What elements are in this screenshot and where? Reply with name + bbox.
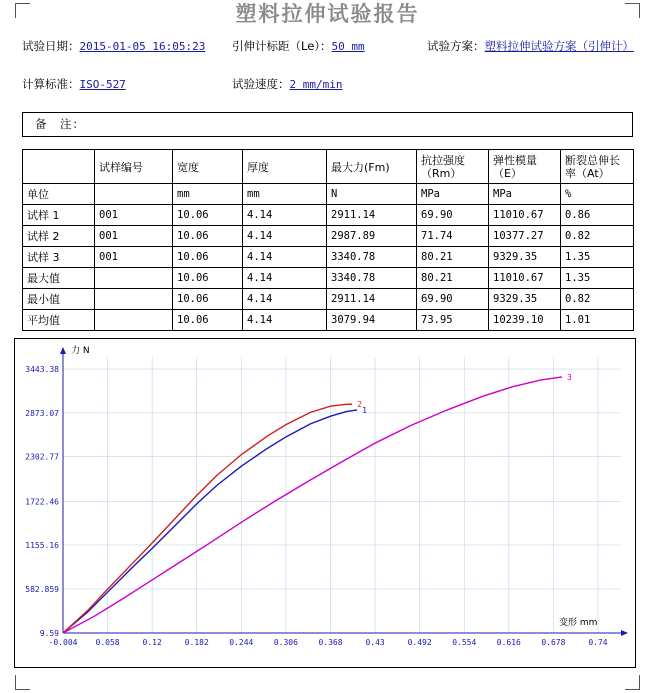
cell-thickness: 4.14	[243, 247, 327, 268]
cell-width: 10.06	[173, 289, 243, 310]
svg-text:力 N: 力 N	[71, 346, 90, 356]
table-row	[23, 205, 634, 226]
crop-mark-bottom-right	[625, 675, 640, 690]
col-head-sample-no: 试样编号	[95, 150, 173, 184]
svg-text:1722.46: 1722.46	[25, 497, 59, 507]
svg-text:1: 1	[362, 405, 367, 415]
row-label: 最大值	[23, 268, 95, 289]
svg-text:0.058: 0.058	[95, 638, 120, 647]
cell-thickness: mm	[243, 184, 327, 205]
cell-modulus: 9329.35	[489, 247, 561, 268]
svg-text:0.43: 0.43	[365, 638, 385, 647]
cell-tensile-strength: MPa	[417, 184, 489, 205]
col-head-modulus-line1: 弹性模量	[493, 153, 537, 167]
page-title	[0, 0, 655, 28]
cell-sample-no	[95, 268, 173, 289]
cell-thickness: 4.14	[243, 205, 327, 226]
speed-field	[232, 76, 342, 92]
results-table	[22, 149, 634, 331]
cell-max-force: 3340.78	[327, 268, 417, 289]
cell-tensile-strength: 80.21	[417, 247, 489, 268]
cell-tensile-strength: 71.74	[417, 226, 489, 247]
table-row	[23, 184, 634, 205]
cell-thickness: 4.14	[243, 268, 327, 289]
table-row	[23, 310, 634, 331]
cell-modulus: 10239.10	[489, 310, 561, 331]
results-table-header	[23, 150, 634, 184]
col-head-tensile-strength-line1: 抗拉强度	[421, 153, 465, 167]
svg-text:变形 mm: 变形 mm	[559, 618, 598, 628]
row-label: 试样 2	[23, 226, 95, 247]
test-date-value: 2015-01-05 16:05:23	[79, 40, 206, 53]
row-label: 试样 3	[23, 247, 95, 268]
standard-field	[22, 76, 126, 92]
cell-elongation: 1.35	[561, 247, 634, 268]
gauge-length-value: 50 mm	[331, 40, 365, 53]
standard-value: ISO-527	[79, 78, 126, 91]
cell-width: 10.06	[173, 310, 243, 331]
svg-text:0.306: 0.306	[273, 638, 298, 647]
cell-modulus: 11010.67	[489, 268, 561, 289]
cell-max-force: 2911.14	[327, 205, 417, 226]
cell-tensile-strength: 73.95	[417, 310, 489, 331]
cell-width: 10.06	[173, 205, 243, 226]
header-fields	[22, 38, 634, 91]
cell-modulus: 9329.35	[489, 289, 561, 310]
cell-elongation: 0.82	[561, 226, 634, 247]
cell-elongation: 0.86	[561, 205, 634, 226]
svg-text:0.492: 0.492	[407, 638, 432, 647]
col-head-modulus	[489, 150, 561, 184]
header-row-2	[22, 58, 634, 91]
svg-text:0.678: 0.678	[541, 638, 566, 647]
scheme-label: 试验方案：	[427, 39, 485, 53]
cell-max-force: 3079.94	[327, 310, 417, 331]
col-head-modulus-line2: （E）	[493, 166, 522, 180]
svg-text:0.244: 0.244	[229, 638, 254, 647]
table-header-row	[23, 150, 634, 184]
cell-thickness: 4.14	[243, 289, 327, 310]
col-head-tensile-strength	[417, 150, 489, 184]
svg-text:0.12: 0.12	[142, 638, 162, 647]
svg-text:3: 3	[567, 372, 572, 382]
cell-sample-no	[95, 184, 173, 205]
svg-text:0.554: 0.554	[452, 638, 477, 647]
cell-max-force: N	[327, 184, 417, 205]
cell-modulus: MPa	[489, 184, 561, 205]
test-date-field	[22, 38, 205, 54]
cell-elongation: %	[561, 184, 634, 205]
cell-thickness: 4.14	[243, 226, 327, 247]
svg-text:0.368: 0.368	[318, 638, 343, 647]
cell-thickness: 4.14	[243, 310, 327, 331]
cell-elongation: 1.35	[561, 268, 634, 289]
col-head-tensile-strength-line2: （Rm）	[421, 166, 462, 180]
cell-width: 10.06	[173, 226, 243, 247]
svg-text:9.59: 9.59	[39, 629, 59, 638]
row-label: 单位	[23, 184, 95, 205]
cell-elongation: 1.01	[561, 310, 634, 331]
gauge-length-label: 引伸计标距（Le）：	[232, 39, 332, 53]
table-row	[23, 226, 634, 247]
remark-box	[22, 112, 633, 137]
col-head-thickness: 厚度	[243, 150, 327, 184]
svg-text:2873.07: 2873.07	[25, 408, 59, 418]
cell-sample-no	[95, 289, 173, 310]
cell-width: mm	[173, 184, 243, 205]
chart-canvas	[15, 339, 635, 667]
col-head-elongation-line2: 率（At）	[565, 166, 610, 180]
remark-label: 备 注：	[35, 117, 85, 131]
col-head-elongation-line1: 断裂总伸长	[565, 153, 620, 167]
scheme-field	[427, 38, 634, 54]
cell-width: 10.06	[173, 268, 243, 289]
header-row-1	[22, 38, 634, 58]
cell-max-force: 2987.89	[327, 226, 417, 247]
svg-text:0.74: 0.74	[588, 638, 608, 647]
row-label: 试样 1	[23, 205, 95, 226]
cell-sample-no: 001	[95, 247, 173, 268]
cell-modulus: 10377.27	[489, 226, 561, 247]
cell-elongation: 0.82	[561, 289, 634, 310]
test-date-label: 试验日期：	[22, 39, 80, 53]
cell-tensile-strength: 80.21	[417, 268, 489, 289]
col-head-width: 宽度	[173, 150, 243, 184]
svg-text:3443.38: 3443.38	[25, 365, 59, 375]
svg-text:0.616: 0.616	[496, 638, 521, 647]
svg-text:1155.16: 1155.16	[25, 540, 59, 550]
stress-strain-chart	[14, 338, 636, 668]
row-label: 最小值	[23, 289, 95, 310]
cell-tensile-strength: 69.90	[417, 289, 489, 310]
cell-modulus: 11010.67	[489, 205, 561, 226]
speed-label: 试验速度：	[232, 77, 290, 91]
scheme-value: 塑料拉伸试验方案（引伸计）	[484, 39, 634, 53]
crop-mark-bottom-left	[15, 675, 30, 690]
results-table-body	[23, 184, 634, 331]
svg-text:2302.77: 2302.77	[25, 452, 59, 462]
col-head-max-force: 最大力(Fm)	[327, 150, 417, 184]
cell-sample-no	[95, 310, 173, 331]
svg-text:2: 2	[357, 400, 362, 410]
cell-width: 10.06	[173, 247, 243, 268]
cell-max-force: 2911.14	[327, 289, 417, 310]
svg-text:-0.004: -0.004	[48, 638, 78, 647]
table-row	[23, 289, 634, 310]
gauge-length-field	[232, 38, 365, 54]
cell-tensile-strength: 69.90	[417, 205, 489, 226]
speed-value: 2 mm/min	[289, 78, 343, 91]
cell-sample-no: 001	[95, 205, 173, 226]
cell-sample-no: 001	[95, 226, 173, 247]
row-label: 平均值	[23, 310, 95, 331]
svg-text:582.859: 582.859	[25, 584, 59, 594]
table-row	[23, 268, 634, 289]
col-head-blank	[23, 150, 95, 184]
cell-max-force: 3340.78	[327, 247, 417, 268]
table-row	[23, 247, 634, 268]
standard-label: 计算标准：	[22, 77, 80, 91]
svg-text:0.182: 0.182	[184, 638, 209, 647]
col-head-elongation	[561, 150, 634, 184]
doc-title-text: 塑料拉伸试验报告	[235, 1, 420, 26]
